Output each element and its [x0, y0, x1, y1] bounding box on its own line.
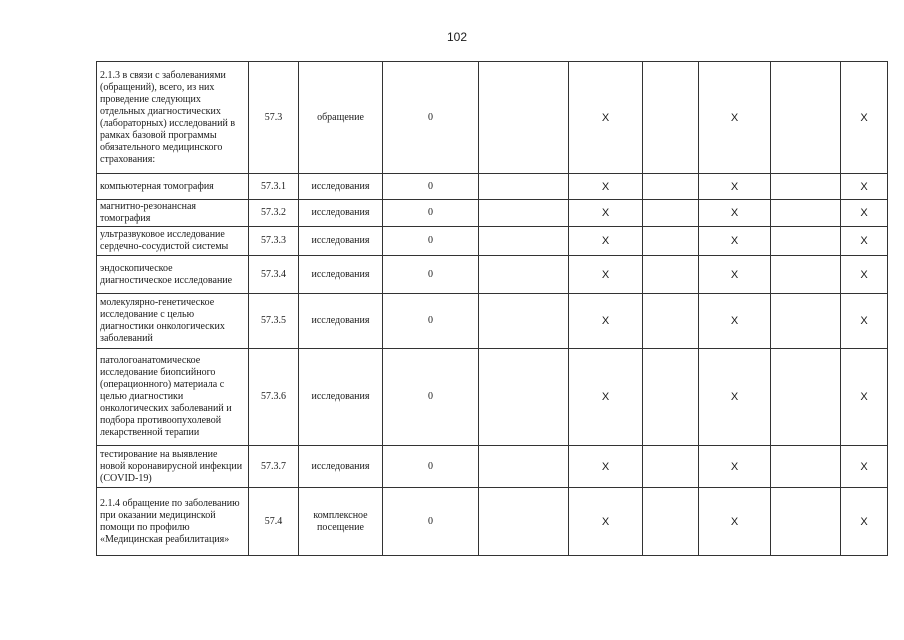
empty-cell	[479, 227, 569, 256]
row-mark: Х	[841, 294, 888, 349]
row-mark: Х	[841, 256, 888, 294]
row-mark: Х	[841, 62, 888, 174]
row-name: 2.1.3 в связи с заболеваниями (обращений), всего, из них проведение следующих отдельных диагностических (лабораторных) исследований в рамках базовой программы обязательного медицинского страхования:	[97, 62, 249, 174]
row-mark: Х	[699, 227, 771, 256]
empty-cell	[771, 200, 841, 227]
empty-cell	[479, 174, 569, 200]
row-name: магнитно-резонансная томография	[97, 200, 249, 227]
row-unit: исследования	[299, 294, 383, 349]
row-unit: исследования	[299, 200, 383, 227]
empty-cell	[643, 256, 699, 294]
row-unit: обращение	[299, 62, 383, 174]
table-row	[97, 446, 888, 488]
row-value: 0	[383, 174, 479, 200]
row-mark: Х	[569, 256, 643, 294]
table-row	[97, 256, 888, 294]
row-mark: Х	[841, 446, 888, 488]
row-name: патологоанатомическое исследование биопсийного (операционного) материала с целью диагностики онкологических заболеваний и подбора противоопухолевой лекарственной терапии	[97, 349, 249, 446]
row-mark: Х	[841, 200, 888, 227]
row-mark: Х	[699, 256, 771, 294]
row-code: 57.3.4	[249, 256, 299, 294]
row-value: 0	[383, 488, 479, 556]
empty-cell	[643, 488, 699, 556]
row-value: 0	[383, 294, 479, 349]
row-code: 57.3.5	[249, 294, 299, 349]
row-value: 0	[383, 256, 479, 294]
row-mark: Х	[699, 62, 771, 174]
empty-cell	[643, 62, 699, 174]
table-row	[97, 174, 888, 200]
row-mark: Х	[569, 488, 643, 556]
empty-cell	[771, 62, 841, 174]
row-code: 57.3.1	[249, 174, 299, 200]
row-mark: Х	[569, 62, 643, 174]
row-mark: Х	[569, 294, 643, 349]
row-value: 0	[383, 446, 479, 488]
row-mark: Х	[841, 488, 888, 556]
empty-cell	[771, 488, 841, 556]
row-value: 0	[383, 349, 479, 446]
row-code: 57.4	[249, 488, 299, 556]
empty-cell	[643, 349, 699, 446]
table-row	[97, 200, 888, 227]
row-value: 0	[383, 227, 479, 256]
empty-cell	[479, 62, 569, 174]
row-value: 0	[383, 200, 479, 227]
row-mark: Х	[699, 349, 771, 446]
row-unit: исследования	[299, 256, 383, 294]
empty-cell	[771, 227, 841, 256]
empty-cell	[479, 488, 569, 556]
empty-cell	[479, 446, 569, 488]
table-row	[97, 349, 888, 446]
empty-cell	[643, 446, 699, 488]
row-unit: исследования	[299, 446, 383, 488]
row-mark: Х	[569, 227, 643, 256]
row-unit: исследования	[299, 174, 383, 200]
empty-cell	[771, 349, 841, 446]
table-row	[97, 294, 888, 349]
row-unit: исследования	[299, 349, 383, 446]
row-mark: Х	[569, 200, 643, 227]
table-row	[97, 227, 888, 256]
row-name: тестирование на выявление новой коронавирусной инфекции (COVID-19)	[97, 446, 249, 488]
page-number: 102	[446, 30, 468, 44]
row-code: 57.3.2	[249, 200, 299, 227]
row-code: 57.3.3	[249, 227, 299, 256]
empty-cell	[479, 256, 569, 294]
row-mark: Х	[841, 227, 888, 256]
row-code: 57.3.7	[249, 446, 299, 488]
row-mark: Х	[569, 349, 643, 446]
row-mark: Х	[569, 446, 643, 488]
table-row	[97, 62, 888, 174]
empty-cell	[479, 200, 569, 227]
row-name: 2.1.4 обращение по заболеванию при оказании медицинской помощи по профилю «Медицинская реабилитация»	[97, 488, 249, 556]
row-mark: Х	[569, 174, 643, 200]
empty-cell	[771, 294, 841, 349]
row-mark: Х	[699, 446, 771, 488]
row-code: 57.3	[249, 62, 299, 174]
empty-cell	[771, 174, 841, 200]
report-table	[96, 61, 888, 556]
empty-cell	[771, 256, 841, 294]
row-mark: Х	[841, 174, 888, 200]
row-unit: комплексное посещение	[299, 488, 383, 556]
empty-cell	[643, 227, 699, 256]
empty-cell	[479, 349, 569, 446]
empty-cell	[771, 446, 841, 488]
row-value: 0	[383, 62, 479, 174]
row-mark: Х	[699, 488, 771, 556]
empty-cell	[643, 294, 699, 349]
row-mark: Х	[841, 349, 888, 446]
row-name: молекулярно-генетическое исследование с целью диагностики онкологических заболеваний	[97, 294, 249, 349]
row-mark: Х	[699, 294, 771, 349]
row-name: компьютерная томография	[97, 174, 249, 200]
empty-cell	[479, 294, 569, 349]
row-name: эндоскопическое диагностическое исследование	[97, 256, 249, 294]
row-mark: Х	[699, 200, 771, 227]
table-row	[97, 488, 888, 556]
row-unit: исследования	[299, 227, 383, 256]
row-mark: Х	[699, 174, 771, 200]
row-code: 57.3.6	[249, 349, 299, 446]
empty-cell	[643, 200, 699, 227]
row-name: ультразвуковое исследование сердечно-сосудистой системы	[97, 227, 249, 256]
empty-cell	[643, 174, 699, 200]
